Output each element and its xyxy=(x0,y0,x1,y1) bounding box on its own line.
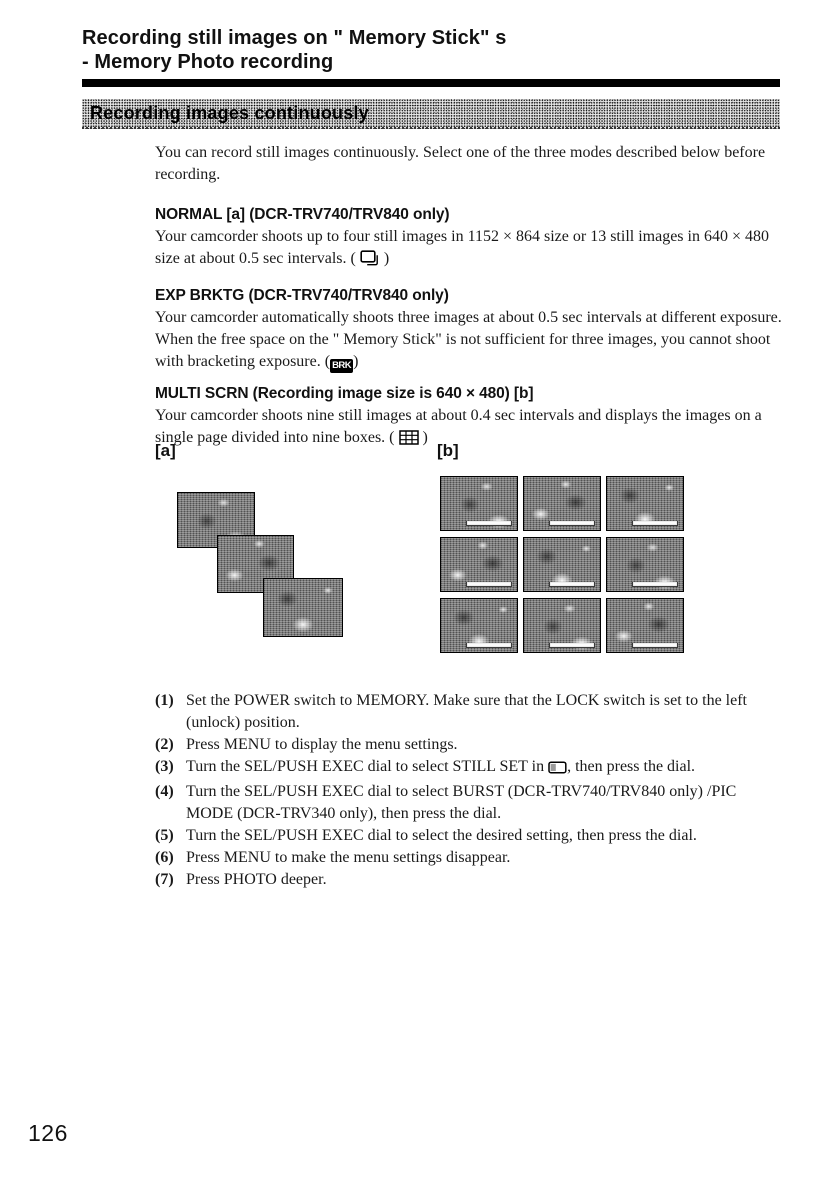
mode-expbrktg-close: ) xyxy=(353,353,359,370)
step-4-number: (4) xyxy=(155,783,174,800)
figure-b-photo-4 xyxy=(440,537,518,592)
body-copy xyxy=(155,142,787,452)
step-7-number: (7) xyxy=(155,871,174,888)
step-5-number: (5) xyxy=(155,827,174,844)
figure-b-photo-2 xyxy=(523,476,601,531)
mode-multiscrn-text: Your camcorder shoots nine still images at about 0.4 sec intervals and displays the images on a single page divided into nine boxes. ( xyxy=(155,407,762,446)
step-3-text-after-icon: , then press the dial. xyxy=(567,758,696,775)
step-1-text: Set the POWER switch to MEMORY. Make sure that the LOCK switch is set to the left (unlock) position. xyxy=(186,692,747,731)
step-1 xyxy=(155,690,787,734)
figure-b-photo-9 xyxy=(606,598,684,653)
figure-b-label: [b] xyxy=(437,441,459,460)
mode-expbrktg-heading: EXP BRKTG (DCR-TRV740/TRV840 only) xyxy=(155,287,449,304)
exposure-bracketing-icon: BRK xyxy=(332,360,352,371)
page-number: 126 xyxy=(28,1120,68,1146)
step-7-text: Press PHOTO deeper. xyxy=(186,871,327,888)
mode-normal-body xyxy=(155,226,787,273)
mode-expbrktg-body xyxy=(155,307,787,373)
page-title-line1: Recording still images on " Memory Stick" s xyxy=(82,27,507,49)
step-2-number: (2) xyxy=(155,736,174,753)
step-3-number: (3) xyxy=(155,758,174,775)
step-7 xyxy=(155,869,787,891)
title-divider-rule xyxy=(82,79,780,87)
mode-multiscrn-section xyxy=(155,383,787,452)
mode-normal-text: Your camcorder shoots up to four still images in 1152 × 864 size or 13 still images in 640 × 480 size at about 0.5 sec intervals. ( xyxy=(155,228,769,267)
step-1-number: (1) xyxy=(155,692,174,709)
mode-normal-section xyxy=(155,204,787,273)
figure-b-photo-8 xyxy=(523,598,601,653)
mode-multiscrn-close: ) xyxy=(418,429,428,446)
figure-b-photo-3 xyxy=(606,476,684,531)
continuous-shooting-icon xyxy=(360,250,380,273)
mode-normal-close: ) xyxy=(379,250,390,267)
figure-b-photo-5 xyxy=(523,537,601,592)
step-6 xyxy=(155,847,787,869)
step-6-text: Press MENU to make the menu settings disappear. xyxy=(186,849,511,866)
figure-b-photo-7 xyxy=(440,598,518,653)
multi-screen-icon xyxy=(399,430,419,452)
figure-b-multi-screen-grid xyxy=(440,476,684,653)
step-2 xyxy=(155,734,787,756)
page-title-line2: - Memory Photo recording xyxy=(82,51,334,73)
step-3-text-before-icon: Turn the SEL/PUSH EXEC dial to select STILL SET in xyxy=(186,758,549,775)
step-2-text: Press MENU to display the menu settings. xyxy=(186,736,458,753)
figure-b-photo-1 xyxy=(440,476,518,531)
figure-a-photo-3 xyxy=(263,578,343,637)
page-title xyxy=(82,26,782,74)
step-5 xyxy=(155,825,787,847)
memory-stick-menu-icon xyxy=(548,759,567,781)
figure-a-label: [a] xyxy=(155,441,176,460)
section-banner-label: Recording images continuously xyxy=(90,102,369,123)
mode-normal-heading: NORMAL [a] (DCR-TRV740/TRV840 only) xyxy=(155,206,450,223)
step-5-text: Turn the SEL/PUSH EXEC dial to select the desired setting, then press the dial. xyxy=(186,827,697,844)
step-3-text xyxy=(186,756,787,781)
intro-paragraph: You can record still images continuously. Select one of the three modes described below before recording. xyxy=(155,144,766,183)
mode-expbrktg-section xyxy=(155,285,787,373)
step-4-text: Turn the SEL/PUSH EXEC dial to select BURST (DCR-TRV740/TRV840 only) /PIC MODE (DCR-TRV340 only), then press the dial. xyxy=(186,783,737,822)
section-banner xyxy=(82,99,780,129)
figure-b-photo-6 xyxy=(606,537,684,592)
step-4 xyxy=(155,781,787,825)
procedure-steps xyxy=(155,690,787,891)
step-6-number: (6) xyxy=(155,849,174,866)
mode-expbrktg-text: Your camcorder automatically shoots three images at about 0.5 sec intervals at different exposure. When the free space on the " Memory Stick" is not sufficient for three images, you cannot shoot with bracketing exposure. ( xyxy=(155,309,782,370)
step-3 xyxy=(155,756,787,781)
mode-multiscrn-body xyxy=(155,405,787,452)
mode-multiscrn-heading: MULTI SCRN (Recording image size is 640 × 480) [b] xyxy=(155,385,534,402)
